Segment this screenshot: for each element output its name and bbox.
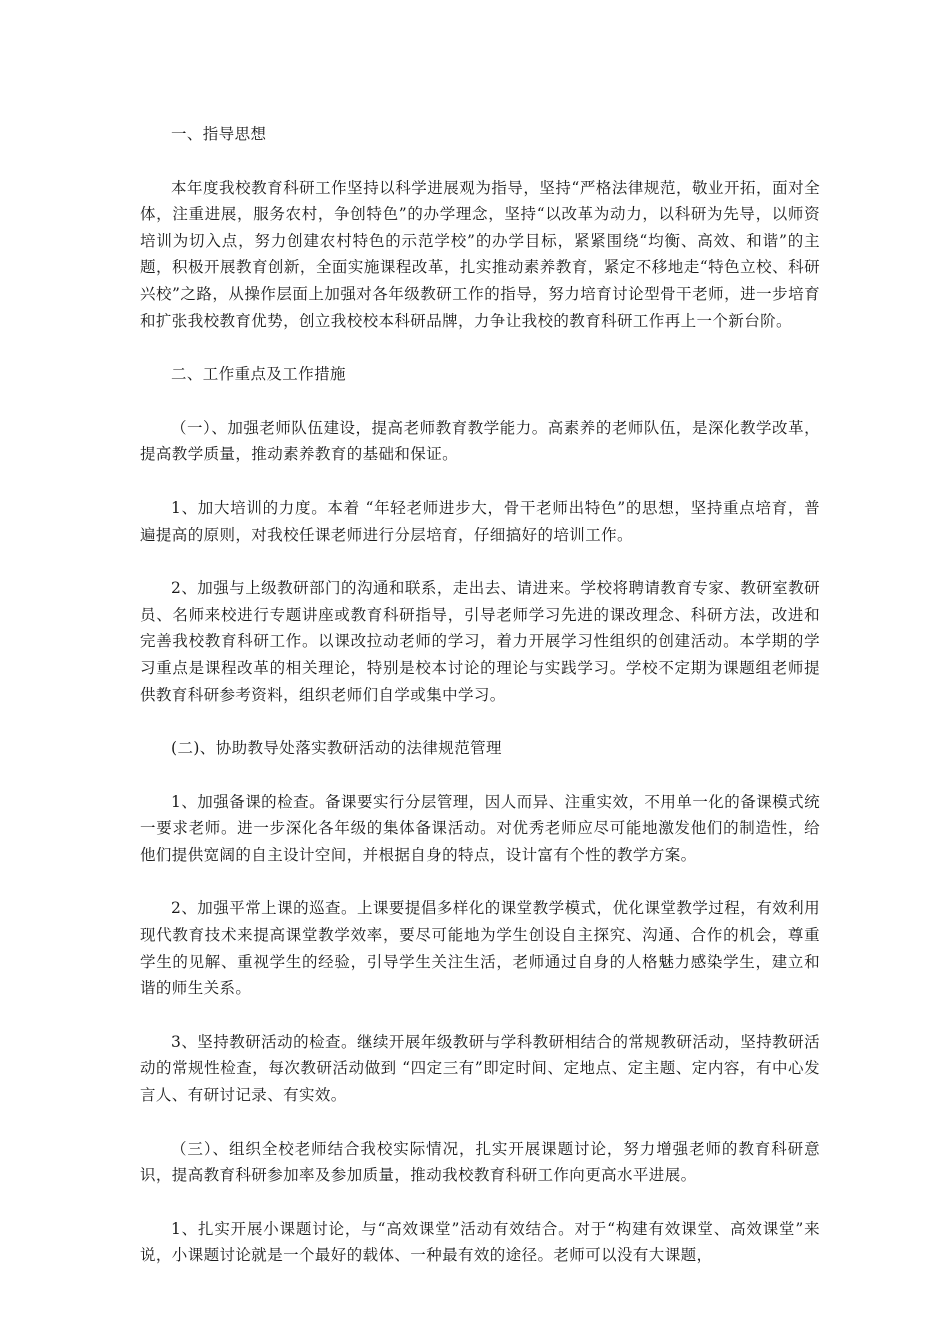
paragraph-subsection-3: （三）、组织全校老师结合我校实际情况，扎实开展课题讨论，努力增强老师的教育科研意识，提高教育科研参加率及参加质量，推动我校教育科研工作向更高水平进展。 — [140, 1139, 820, 1185]
paragraph-item-1-2: 2、加强与上级教研部门的沟通和联系，走出去、请进来。学校将聘请教育专家、教研室教研员、名师来校进行专题讲座或教育科研指导，引导老师学习先进的课改理念、科研方法，改进和完善我校教育科研工作。以课改拉动老师的学习，着力开展学习性组织的创建活动。本学期的学习重点是课程改革的相关理论，特别是校本讨论的理论与实践学习。学校不定期为课题组老师提供教育科研参考资料，组织老师们自学或集中学习。 — [140, 579, 820, 704]
section-heading-work-focus: 二、工作重点及工作措施 — [171, 365, 346, 384]
paragraph-guiding-thought: 本年度我校教育科研工作坚持以科学进展观为指导，坚持“严格法律规范，敬业开拓，面对全体，注重进展，服务农村，争创特色”的办学理念，坚持“以改革为动力，以科研为先导，以师资培训为切入点，努力创建农村特色的示范学校”的办学目标，紧紧围绕“均衡、高效、和谐”的主题，积极开展教育创新，全面实施课程改革，扎实推动素养教育，紧定不移地走“特色立校、科研兴校”之路，从操作层面上加强对各年级教研工作的指导，努力培育讨论型骨干老师，进一步培育和扩张我校教育优势，创立我校校本科研品牌，力争让我校的教育科研工作再上一个新台阶。 — [140, 178, 820, 330]
paragraph-subsection-1: （一）、加强老师队伍建设，提高老师教育教学能力。高素养的老师队伍，是深化教学改革，提高教学质量，推动素养教育的基础和保证。 — [140, 418, 820, 464]
paragraph-item-2-1: 1、加强备课的检查。备课要实行分层管理，因人而异、注重实效，不用单一化的备课模式统一要求老师。进一步深化各年级的集体备课活动。对优秀老师应尽可能地激发他们的制造性，给他们提供宽阔的自主设计空间，并根据自身的特点，设计富有个性的教学方案。 — [140, 792, 820, 864]
document-page — [140, 121, 820, 1296]
paragraph-item-2-3: 3、坚持教研活动的检查。继续开展年级教研与学科教研相结合的常规教研活动，坚持教研活动的常规性检查，每次教研活动做到 “四定三有”即定时间、定地点、定主题、定内容，有中心发言人、有研讨记录、有实效。 — [140, 1032, 820, 1105]
paragraph-item-3-1: 1、扎实开展小课题讨论，与“高效课堂”活动有效结合。对于“构建有效课堂、高效课堂”来说，小课题讨论就是一个最好的载体、一种最有效的途径。老师可以没有大课题， — [140, 1219, 820, 1265]
paragraph-item-1-1: 1、加大培训的力度。本着 “年轻老师进步大，骨干老师出特色”的思想，坚持重点培育，普遍提高的原则，对我校任课老师进行分层培育，仔细搞好的培训工作。 — [140, 498, 820, 544]
paragraph-item-2-2: 2、加强平常上课的巡查。上课要提倡多样化的课堂教学模式，优化课堂教学过程，有效利用现代教育技术来提高课堂教学效率，要尽可能地为学生创设自主探究、沟通、合作的机会，尊重学生的见解、重视学生的经验，引导学生关注生活，老师通过自身的人格魅力感染学生，建立和谐的师生关系。 — [140, 899, 820, 998]
section-heading-guiding-thought: 一、指导思想 — [171, 125, 267, 143]
subsection-heading-2: (二)、协助教导处落实教研活动的法律规范管理 — [171, 739, 502, 758]
